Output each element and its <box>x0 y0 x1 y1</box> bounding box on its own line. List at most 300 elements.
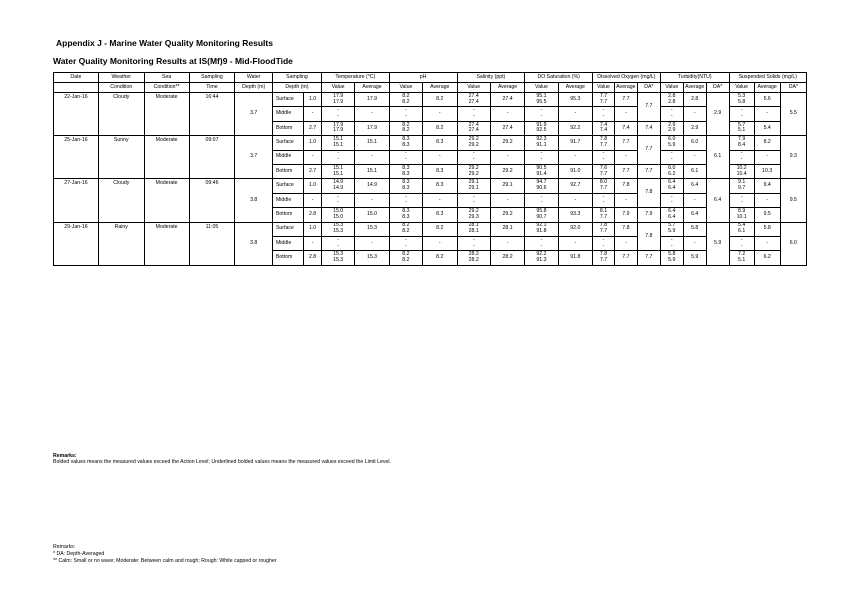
turbidity-average: 2.9 <box>683 121 706 135</box>
temperature-values <box>321 236 354 250</box>
do-saturation-values <box>525 136 558 150</box>
ph-values-2: - <box>405 113 407 120</box>
table-row <box>54 136 807 150</box>
do-saturation-average: 92.0 <box>558 222 592 236</box>
suspended-solids-values-1: 5.3 <box>738 92 746 99</box>
ph-values-2: - <box>405 156 407 163</box>
col-date-header-blank <box>54 83 99 93</box>
dissolved-oxygen-average: - <box>614 236 637 250</box>
col-ph-header: pH <box>389 73 457 83</box>
turbidity-da: 6.4 <box>706 179 729 222</box>
dissolved-oxygen-values <box>593 179 615 193</box>
suspended-solids-average: 5.4 <box>754 121 780 135</box>
dissolved-oxygen-values-1: - <box>602 150 605 157</box>
suspended-solids-average: 10.3 <box>754 164 780 178</box>
do-saturation-values-1: 92.2 <box>536 251 547 258</box>
dissolved-oxygen-values <box>593 107 615 121</box>
salinity-values-1: - <box>472 107 475 114</box>
suspended-solids-da: 6.0 <box>780 222 806 265</box>
salinity-values-2: - <box>472 242 475 249</box>
temperature-values <box>321 150 354 164</box>
ph-average: - <box>423 150 457 164</box>
temperature-values <box>321 222 354 236</box>
do-saturation-values-2: - <box>540 242 543 249</box>
do-saturation-average: - <box>558 193 592 207</box>
suspended-solids-values-2: - <box>740 199 743 206</box>
sub-value: Value <box>525 83 558 93</box>
ph-average: 8.2 <box>423 121 457 135</box>
do-saturation-values-2: 90.7 <box>536 213 547 220</box>
turbidity-da: 2.9 <box>706 93 729 136</box>
date-cell: 22-Jan-16 <box>54 93 99 136</box>
salinity-values-1: 29.2 <box>468 208 479 214</box>
dissolved-oxygen-values-1: - <box>602 107 605 114</box>
sampling-depth-cell: 2.8 <box>304 251 322 265</box>
salinity-values <box>457 107 490 121</box>
dissolved-oxygen-da: 7.7 <box>637 136 660 165</box>
ph-values <box>389 208 422 222</box>
sampling-time-cell: 09:46 <box>189 179 235 222</box>
remarks-title: Remarks: <box>53 453 77 459</box>
suspended-solids-values-1: - <box>740 107 743 114</box>
salinity-values-2: 29.2 <box>468 170 479 177</box>
do-saturation-values <box>525 222 558 236</box>
turbidity-da: 5.9 <box>706 222 729 265</box>
depth-level-cell: Surface <box>272 93 303 107</box>
dissolved-oxygen-da-bottom: 7.7 <box>637 251 660 265</box>
ph-values-1: - <box>405 236 407 243</box>
do-saturation-values-1: - <box>540 236 543 243</box>
suspended-solids-values <box>729 150 754 164</box>
turbidity-values-1: 6.0 <box>668 136 676 143</box>
col-sea-subheader: Condition** <box>144 83 189 93</box>
temperature-values <box>321 164 354 178</box>
temperature-average: 15.1 <box>355 136 389 150</box>
do-saturation-average: - <box>558 236 592 250</box>
turbidity-values-2: 6.2 <box>668 170 676 177</box>
date-cell: 25-Jan-16 <box>54 136 99 179</box>
temperature-values-2: 14.9 <box>333 185 344 192</box>
ph-average: 8.2 <box>423 251 457 265</box>
turbidity-values <box>660 136 683 150</box>
suspended-solids-values <box>729 251 754 265</box>
turbidity-values-1: 2.8 <box>668 92 676 99</box>
sub-average: Average <box>355 83 389 93</box>
col-sea-header: Sea <box>144 73 189 83</box>
depth-level-cell: Bottom <box>272 251 303 265</box>
dissolved-oxygen-average: 7.8 <box>614 222 637 236</box>
temperature-values-1: 14.9 <box>333 179 344 186</box>
sampling-depth-cell: 1.0 <box>304 136 322 150</box>
dissolved-oxygen-values-1: 8.1 <box>599 208 608 214</box>
salinity-values-2: - <box>472 199 475 206</box>
dissolved-oxygen-values-1: 7.8 <box>599 136 608 143</box>
turbidity-average: 6.1 <box>683 164 706 178</box>
temperature-values-2: - <box>337 113 339 120</box>
salinity-values-2: - <box>472 113 475 120</box>
do-saturation-values-2: 91.1 <box>536 141 547 148</box>
ph-values <box>389 179 422 193</box>
dissolved-oxygen-values <box>593 208 615 222</box>
temperature-values-1: - <box>337 150 339 157</box>
sampling-depth-cell: - <box>304 193 322 207</box>
dissolved-oxygen-da: 7.8 <box>637 179 660 208</box>
ph-values-1: - <box>405 150 407 157</box>
temperature-values-2: - <box>337 156 339 163</box>
sampling-depth-cell: 2.7 <box>304 121 322 135</box>
sub-value: Value <box>389 83 422 93</box>
salinity-values-2: 29.1 <box>468 185 479 192</box>
salinity-average: 28.2 <box>490 251 524 265</box>
date-cell: 29-Jan-16 <box>54 222 99 265</box>
temperature-values <box>321 208 354 222</box>
do-saturation-values-2: - <box>540 156 543 163</box>
salinity-values-2: 27.4 <box>468 98 479 105</box>
dissolved-oxygen-values-1: 7.6 <box>599 164 608 171</box>
remarks-exceedance <box>53 453 391 465</box>
turbidity-average: 6.0 <box>683 136 706 150</box>
sub-da: DA* <box>780 83 806 93</box>
do-saturation-values <box>525 208 558 222</box>
sampling-time-cell: 11:05 <box>189 222 235 265</box>
turbidity-values-2: 6.4 <box>668 185 676 192</box>
suspended-solids-values-1: 7.9 <box>738 136 746 143</box>
dissolved-oxygen-values-2: 7.7 <box>599 141 608 148</box>
dissolved-oxygen-values-1: 7.4 <box>599 121 608 128</box>
ph-values <box>389 121 422 135</box>
col-turbidity-header: Turbidity(NTU) <box>660 73 729 83</box>
ph-values-1: 8.2 <box>402 121 410 128</box>
table-row <box>54 222 807 236</box>
turbidity-values-2: - <box>670 242 673 249</box>
ph-values-1: 8.2 <box>402 92 410 99</box>
suspended-solids-values-2: 5.8 <box>738 98 746 105</box>
turbidity-da: 6.1 <box>706 136 729 179</box>
salinity-values-1: - <box>472 236 475 243</box>
turbidity-values <box>660 150 683 164</box>
salinity-values <box>457 193 490 207</box>
ph-average: 8.2 <box>423 93 457 107</box>
dissolved-oxygen-values-2: 7.7 <box>599 213 608 220</box>
dissolved-oxygen-average: 7.8 <box>614 179 637 193</box>
dissolved-oxygen-average: 7.9 <box>614 208 637 222</box>
temperature-average: - <box>355 193 389 207</box>
do-saturation-values-1: 94.7 <box>536 179 547 186</box>
date-cell: 27-Jan-16 <box>54 179 99 222</box>
temperature-values <box>321 93 354 107</box>
do-saturation-average: - <box>558 107 592 121</box>
salinity-values-1: 27.4 <box>468 121 479 128</box>
col-water-depth-subheader: Depth (m) <box>235 83 273 93</box>
suspended-solids-values-1: 9.1 <box>738 179 746 186</box>
weather-cell: Cloudy <box>98 179 144 222</box>
temperature-values-1: - <box>337 107 339 114</box>
do-saturation-values <box>525 179 558 193</box>
ph-values-1: 8.2 <box>402 222 410 229</box>
suspended-solids-values <box>729 164 754 178</box>
do-saturation-average: 92.7 <box>558 179 592 193</box>
footnote-da: * DA: Depth-Averaged <box>53 551 105 558</box>
depth-level-cell: Middle <box>272 193 303 207</box>
suspended-solids-values <box>729 208 754 222</box>
temperature-values-2: 15.0 <box>333 213 344 220</box>
suspended-solids-values-2: 5.1 <box>738 127 746 134</box>
col-salinity-header: Salinity (ppt) <box>457 73 525 83</box>
do-saturation-values-1: 92.3 <box>536 136 547 143</box>
do-saturation-values-2: 90.6 <box>536 185 547 192</box>
ph-average: 8.3 <box>423 136 457 150</box>
ph-values-2: 8.2 <box>402 127 410 134</box>
turbidity-values-1: 6.0 <box>668 164 676 171</box>
ph-values <box>389 251 422 265</box>
turbidity-values-1: 6.4 <box>668 208 676 214</box>
suspended-solids-values-1: 10.2 <box>736 164 747 171</box>
do-saturation-values <box>525 251 558 265</box>
temperature-values-2: 17.9 <box>333 127 344 134</box>
depth-level-cell: Middle <box>272 107 303 121</box>
turbidity-values-2: 5.9 <box>668 256 676 263</box>
temperature-values-1: 15.3 <box>333 251 344 258</box>
salinity-values-1: 28.1 <box>468 222 479 229</box>
turbidity-values <box>660 251 683 265</box>
salinity-values-2: 29.2 <box>468 141 479 148</box>
suspended-solids-values-1: - <box>740 193 743 200</box>
turbidity-average: - <box>683 150 706 164</box>
sub-value: Value <box>457 83 490 93</box>
temperature-values-2: 15.1 <box>333 141 344 148</box>
temperature-average: - <box>355 236 389 250</box>
water-depth-cell: 3.8 <box>235 222 273 265</box>
dissolved-oxygen-values <box>593 251 615 265</box>
turbidity-values-1: 5.8 <box>668 251 676 258</box>
sea-condition-cell: Moderate <box>144 179 189 222</box>
col-temperature-header: Temperature (°C) <box>321 73 389 83</box>
do-saturation-values <box>525 107 558 121</box>
suspended-solids-values <box>729 193 754 207</box>
salinity-average: - <box>490 236 524 250</box>
dissolved-oxygen-da-bottom: 7.9 <box>637 208 660 222</box>
do-saturation-values-1: 91.9 <box>536 121 547 128</box>
salinity-average: 29.2 <box>490 164 524 178</box>
suspended-solids-values-1: - <box>740 150 743 157</box>
depth-level-cell: Surface <box>272 222 303 236</box>
dissolved-oxygen-values-2: 7.7 <box>599 228 608 235</box>
ph-average: - <box>423 107 457 121</box>
turbidity-average: - <box>683 236 706 250</box>
salinity-values-2: 29.3 <box>468 213 479 220</box>
turbidity-values-1: - <box>670 193 673 200</box>
sea-condition-cell: Moderate <box>144 136 189 179</box>
temperature-average: 17.9 <box>355 93 389 107</box>
sampling-depth-cell: 1.0 <box>304 222 322 236</box>
ph-values-2: 8.3 <box>402 185 410 192</box>
dissolved-oxygen-values-2: - <box>602 156 605 163</box>
do-saturation-average: 93.3 <box>558 208 592 222</box>
dissolved-oxygen-values-1: - <box>602 193 605 200</box>
dissolved-oxygen-average: 7.4 <box>614 121 637 135</box>
sub-average: Average <box>490 83 524 93</box>
dissolved-oxygen-da-bottom: 7.7 <box>637 164 660 178</box>
temperature-values-1: 17.9 <box>333 121 344 128</box>
col-weather-header: Weather <box>98 73 144 83</box>
ph-values <box>389 136 422 150</box>
salinity-average: 29.2 <box>490 208 524 222</box>
turbidity-values-2: 2.9 <box>668 127 676 134</box>
ph-values-1: 8.3 <box>402 136 410 143</box>
salinity-average: 28.1 <box>490 222 524 236</box>
do-saturation-values-1: 92.1 <box>536 222 547 229</box>
do-saturation-values-2: 91.3 <box>536 256 547 263</box>
dissolved-oxygen-values-1: 7.7 <box>599 92 608 99</box>
dissolved-oxygen-average: - <box>614 150 637 164</box>
dissolved-oxygen-values <box>593 222 615 236</box>
salinity-values <box>457 236 490 250</box>
temperature-values <box>321 251 354 265</box>
turbidity-values-1: 5.7 <box>668 222 676 229</box>
salinity-values-1: 29.2 <box>468 136 479 143</box>
suspended-solids-values-2: 10.4 <box>736 170 747 177</box>
ph-average: 8.2 <box>423 222 457 236</box>
remarks-text: Bolded values means the measured values exceed the Action Level; Underlined bolded values means the measured values exceed the Limit Level. <box>53 459 391 465</box>
salinity-values-1: - <box>472 150 475 157</box>
sub-da: DA* <box>637 83 660 93</box>
col-sampling-depth-header: Sampling <box>272 73 321 83</box>
sampling-time-cell: 09:07 <box>189 136 235 179</box>
ph-values <box>389 193 422 207</box>
salinity-values-2: 28.1 <box>468 228 479 235</box>
turbidity-average: - <box>683 193 706 207</box>
suspended-solids-da: 9.3 <box>780 136 806 179</box>
suspended-solids-average: 9.5 <box>754 208 780 222</box>
weather-cell: Sunny <box>98 136 144 179</box>
do-saturation-values <box>525 236 558 250</box>
salinity-average: 27.4 <box>490 121 524 135</box>
ph-values-2: - <box>405 242 407 249</box>
dissolved-oxygen-da-bottom: 7.4 <box>637 121 660 135</box>
dissolved-oxygen-values-2: 7.7 <box>599 170 608 177</box>
turbidity-average: - <box>683 107 706 121</box>
depth-level-cell: Middle <box>272 150 303 164</box>
water-depth-cell: 3.7 <box>235 136 273 179</box>
suspended-solids-values-1: 7.2 <box>738 251 746 258</box>
do-saturation-average: 91.0 <box>558 164 592 178</box>
salinity-average: - <box>490 150 524 164</box>
sampling-depth-cell: 2.8 <box>304 208 322 222</box>
suspended-solids-average: 9.4 <box>754 179 780 193</box>
dissolved-oxygen-values <box>593 150 615 164</box>
weather-cell: Cloudy <box>98 93 144 136</box>
suspended-solids-values <box>729 121 754 135</box>
dissolved-oxygen-average: - <box>614 193 637 207</box>
do-saturation-values-1: 90.5 <box>536 164 547 171</box>
temperature-values-1: 17.9 <box>333 92 344 99</box>
col-dissolved-oxygen-header: Dissolved Oxygen (mg/L) <box>593 73 661 83</box>
do-saturation-average: 91.8 <box>558 251 592 265</box>
ph-values-1: - <box>405 107 407 114</box>
table-row <box>54 93 807 107</box>
salinity-values-2: 27.4 <box>468 127 479 134</box>
do-saturation-values <box>525 164 558 178</box>
depth-level-cell: Bottom <box>272 164 303 178</box>
salinity-values-1: 28.2 <box>468 251 479 258</box>
sub-average: Average <box>558 83 592 93</box>
dissolved-oxygen-values-2: 7.4 <box>599 127 608 134</box>
dissolved-oxygen-average: 7.7 <box>614 136 637 150</box>
depth-level-cell: Middle <box>272 236 303 250</box>
turbidity-average: 6.4 <box>683 179 706 193</box>
col-sampling-depth-subheader: Depth (m) <box>272 83 321 93</box>
sub-average: Average <box>754 83 780 93</box>
sampling-depth-cell: - <box>304 150 322 164</box>
salinity-values-1: 29.1 <box>468 179 479 186</box>
suspended-solids-average: - <box>754 193 780 207</box>
suspended-solids-average: 5.8 <box>754 222 780 236</box>
col-suspended-solids-header: Suspended Solids (mg/L) <box>729 73 806 83</box>
dissolved-oxygen-values-1: 7.8 <box>599 251 608 258</box>
sampling-depth-cell: 1.0 <box>304 93 322 107</box>
salinity-values <box>457 222 490 236</box>
dissolved-oxygen-values-1: - <box>602 236 605 243</box>
do-saturation-values-2: 91.8 <box>536 228 547 235</box>
sea-condition-cell: Moderate <box>144 93 189 136</box>
dissolved-oxygen-values-2: 7.7 <box>599 98 608 105</box>
dissolved-oxygen-values <box>593 121 615 135</box>
suspended-solids-average: 8.2 <box>754 136 780 150</box>
salinity-average: - <box>490 193 524 207</box>
temperature-values-1: 15.1 <box>333 164 344 171</box>
suspended-solids-da: 9.5 <box>780 179 806 222</box>
temperature-average: 17.9 <box>355 121 389 135</box>
do-saturation-values-1: 95.8 <box>536 208 547 214</box>
ph-values-1: 8.3 <box>402 179 410 186</box>
temperature-values <box>321 179 354 193</box>
ph-average: 8.3 <box>423 164 457 178</box>
turbidity-values-2: - <box>670 113 673 120</box>
do-saturation-values-2: - <box>540 113 543 120</box>
ph-values-2: 8.3 <box>402 141 410 148</box>
do-saturation-average: 91.7 <box>558 136 592 150</box>
sub-value: Value <box>729 83 754 93</box>
salinity-values-1: - <box>472 193 475 200</box>
depth-level-cell: Bottom <box>272 121 303 135</box>
dissolved-oxygen-da: 7.8 <box>637 222 660 251</box>
suspended-solids-values-2: 6.1 <box>738 228 746 235</box>
ph-values <box>389 236 422 250</box>
do-saturation-values-1: - <box>540 107 543 114</box>
ph-values-2: 8.2 <box>402 98 410 105</box>
dissolved-oxygen-average: 7.7 <box>614 164 637 178</box>
dissolved-oxygen-average: - <box>614 107 637 121</box>
do-saturation-values <box>525 150 558 164</box>
col-sampling-time-header: Sampling <box>189 73 235 83</box>
temperature-values <box>321 121 354 135</box>
turbidity-values <box>660 222 683 236</box>
depth-level-cell: Surface <box>272 136 303 150</box>
sub-da: DA* <box>706 83 729 93</box>
temperature-average: 15.3 <box>355 222 389 236</box>
col-date-header: Date <box>54 73 99 83</box>
temperature-values-1: 15.1 <box>333 136 344 143</box>
turbidity-values-2: 6.4 <box>668 213 676 220</box>
turbidity-values <box>660 208 683 222</box>
do-saturation-average: - <box>558 150 592 164</box>
turbidity-values <box>660 164 683 178</box>
do-saturation-values <box>525 193 558 207</box>
turbidity-values-2: - <box>670 199 673 206</box>
sampling-depth-cell: 1.0 <box>304 179 322 193</box>
suspended-solids-values-1: 5.7 <box>738 121 746 128</box>
col-weather-subheader: Condition <box>98 83 144 93</box>
